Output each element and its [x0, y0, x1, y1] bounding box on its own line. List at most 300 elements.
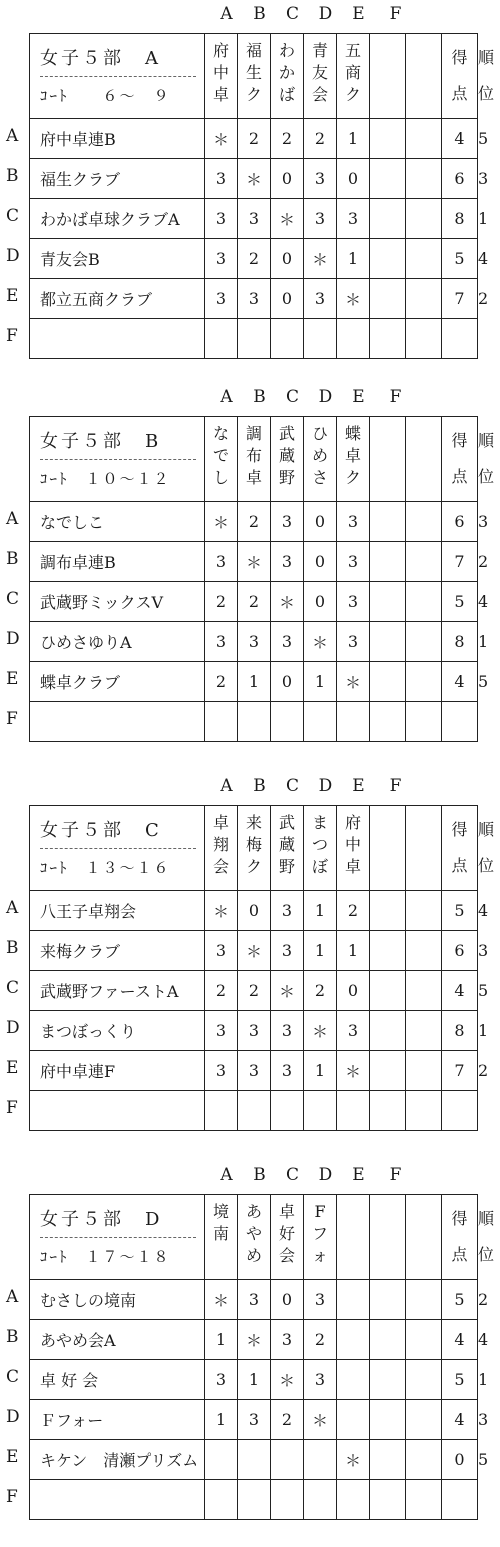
row-letter: F [6, 1487, 18, 1507]
match-result-cell: 1 [337, 239, 370, 279]
match-result-cell: 2 [238, 119, 271, 159]
opponent-column-header [370, 34, 406, 119]
opponent-column-header [238, 806, 271, 891]
column-letter: A [220, 4, 233, 24]
team-score: 0 [442, 1440, 478, 1480]
row-letter: D [6, 1407, 20, 1427]
match-result-cell [370, 199, 406, 239]
header-row: 女子５部 C ｺｰﾄ １３〜１６ 卓翔会 来梅ク 武蔵野 まつぼ 府中卓 得 点 順 位 [30, 806, 478, 891]
group-block [0, 383, 500, 763]
match-result-cell: 2 [205, 662, 238, 702]
spacer-cell [406, 1440, 442, 1480]
column-letter: D [318, 4, 333, 24]
opponent-column-header [304, 1195, 337, 1280]
match-result-cell: 2 [205, 582, 238, 622]
opponent-column-header [205, 806, 238, 891]
team-name: 青友会B [30, 239, 205, 279]
team-name: なでしこ [30, 502, 205, 542]
match-result-cell: 2 [238, 582, 271, 622]
team-score: 6 [442, 159, 478, 199]
match-result-cell [370, 971, 406, 1011]
spacer-cell [406, 662, 442, 702]
match-result-cell: 3 [271, 502, 304, 542]
header-row: 女子５部 B ｺｰﾄ １０〜１２ なでし 調布卓 武蔵野 ひめさ 蝶卓ク 得 点 順 位 [30, 417, 478, 502]
team-score: 5 [442, 1280, 478, 1320]
opponent-column-header [271, 806, 304, 891]
match-result-cell: 3 [238, 622, 271, 662]
group-title: 女子５部 D [40, 1205, 196, 1238]
team-name [30, 319, 205, 359]
team-row: わかば卓球クラブA 3 3 ＊ 3 3 8 1 [30, 199, 478, 239]
match-result-cell: ＊ [205, 119, 238, 159]
match-result-cell: 3 [271, 891, 304, 931]
standings-table [29, 805, 495, 1131]
spacer-cell [406, 582, 442, 622]
row-letter: F [6, 1098, 18, 1118]
opponent-column-header [370, 1195, 406, 1280]
match-result-cell: 3 [271, 1011, 304, 1051]
match-result-cell [205, 702, 238, 742]
match-result-cell: 2 [271, 119, 304, 159]
spacer-cell [406, 34, 442, 119]
row-letter: B [6, 1327, 19, 1347]
match-result-cell: 3 [337, 542, 370, 582]
column-letter: D [318, 1165, 333, 1185]
match-result-cell [370, 891, 406, 931]
match-result-cell: 3 [238, 1280, 271, 1320]
team-row: 来梅クラブ 3 ＊ 3 1 1 6 3 [30, 931, 478, 971]
team-row: まつぼっくり 3 3 3 ＊ 3 8 1 [30, 1011, 478, 1051]
team-row: ひめさゆりA 3 3 3 ＊ 3 8 1 [30, 622, 478, 662]
match-result-cell: 3 [337, 1011, 370, 1051]
team-name [30, 1480, 205, 1520]
header-row: 女子５部 D ｺｰﾄ １７〜１８ 境南 あやめ 卓好会 Fフォ 得 点 順 位 [30, 1195, 478, 1280]
match-result-cell [337, 1320, 370, 1360]
team-score [442, 319, 478, 359]
match-result-cell [370, 1051, 406, 1091]
match-result-cell [370, 1320, 406, 1360]
match-result-cell [370, 1091, 406, 1131]
team-name: 蝶卓クラブ [30, 662, 205, 702]
group-title: 女子５部 A [40, 44, 196, 77]
group-block [0, 1161, 500, 1541]
match-result-cell: 3 [271, 542, 304, 582]
team-row: 卓 好 会 3 1 ＊ 3 5 1 [30, 1360, 478, 1400]
column-letter: F [389, 776, 402, 796]
row-letter: E [6, 669, 19, 689]
match-result-cell [370, 1011, 406, 1051]
group-title-cell [30, 1195, 205, 1280]
column-letter: B [253, 387, 266, 407]
match-result-cell: 0 [238, 891, 271, 931]
team-row [30, 1091, 478, 1131]
team-score: 5 [442, 1360, 478, 1400]
match-result-cell: ＊ [337, 279, 370, 319]
row-letter: C [6, 978, 20, 998]
match-result-cell [370, 1400, 406, 1440]
team-name [30, 702, 205, 742]
match-result-cell: ＊ [304, 1400, 337, 1440]
match-result-cell: 3 [205, 239, 238, 279]
match-result-cell: 3 [304, 279, 337, 319]
match-result-cell: 1 [304, 891, 337, 931]
opponent-column-header [205, 417, 238, 502]
match-result-cell: 0 [271, 279, 304, 319]
team-row: あやめ会A 1 ＊ 3 2 4 4 [30, 1320, 478, 1360]
team-row: 府中卓連B ＊ 2 2 2 1 4 5 [30, 119, 478, 159]
header-row: 女子５部 A ｺｰﾄ ６〜 ９ 府中卓 福生ク わかば 青友会 五商ク 得 点 順 位 [30, 34, 478, 119]
spacer-cell [406, 1051, 442, 1091]
spacer-cell [406, 1400, 442, 1440]
match-result-cell: 3 [337, 502, 370, 542]
team-score: 4 [442, 662, 478, 702]
spacer-cell [406, 1360, 442, 1400]
column-letter: E [352, 387, 365, 407]
column-letter: F [389, 387, 402, 407]
team-name: ひめさゆりA [30, 622, 205, 662]
column-letter: D [318, 776, 333, 796]
match-result-cell [205, 1440, 238, 1480]
column-letter: F [389, 4, 402, 24]
team-name: 調布卓連B [30, 542, 205, 582]
score-header: 得 点 [442, 806, 478, 891]
match-result-cell [205, 319, 238, 359]
match-result-cell: 3 [271, 931, 304, 971]
spacer-cell [406, 891, 442, 931]
score-header: 得 点 [442, 1195, 478, 1280]
match-result-cell: 3 [205, 1011, 238, 1051]
team-score: 6 [442, 502, 478, 542]
team-score: 7 [442, 542, 478, 582]
team-name: 卓 好 会 [30, 1360, 205, 1400]
match-result-cell: 3 [271, 1051, 304, 1091]
match-result-cell: 3 [337, 582, 370, 622]
column-letter: B [253, 1165, 266, 1185]
match-result-cell [370, 1360, 406, 1400]
opponent-abbrev: 来梅ク [246, 813, 263, 876]
column-letters [0, 772, 500, 802]
match-result-cell: ＊ [271, 1360, 304, 1400]
spacer-cell [406, 1320, 442, 1360]
row-letter: A [6, 509, 19, 529]
match-result-cell: 0 [304, 502, 337, 542]
column-letters [0, 0, 500, 30]
match-result-cell [337, 1280, 370, 1320]
row-letter: C [6, 1367, 20, 1387]
opponent-abbrev: 府中卓 [345, 813, 362, 876]
match-result-cell: 1 [205, 1400, 238, 1440]
opponent-column-header [271, 1195, 304, 1280]
match-result-cell [238, 1440, 271, 1480]
column-letters [0, 1161, 500, 1191]
spacer-cell [406, 1280, 442, 1320]
match-result-cell: 1 [238, 662, 271, 702]
match-result-cell [370, 239, 406, 279]
opponent-abbrev: Fフォ [312, 1202, 329, 1265]
team-name: 来梅クラブ [30, 931, 205, 971]
group-title: 女子５部 C [40, 816, 196, 849]
opponent-column-header [238, 34, 271, 119]
group-title-cell [30, 34, 205, 119]
match-result-cell: 2 [304, 119, 337, 159]
match-result-cell: 3 [337, 622, 370, 662]
match-result-cell: 3 [205, 1051, 238, 1091]
match-result-cell [304, 1091, 337, 1131]
match-result-cell: 0 [271, 662, 304, 702]
match-result-cell [370, 542, 406, 582]
court-assignment: ｺｰﾄ ６〜 ９ [40, 87, 171, 105]
match-result-cell: 3 [238, 279, 271, 319]
team-row: 都立五商クラブ 3 3 0 3 ＊ 7 2 [30, 279, 478, 319]
column-letter: B [253, 776, 266, 796]
match-result-cell: 3 [238, 199, 271, 239]
opponent-abbrev: なでし [213, 424, 230, 487]
team-score: 7 [442, 1051, 478, 1091]
match-result-cell [370, 702, 406, 742]
match-result-cell [304, 1440, 337, 1480]
match-result-cell: ＊ [205, 891, 238, 931]
opponent-abbrev: まつぼ [312, 813, 329, 876]
spacer-cell [406, 702, 442, 742]
match-result-cell: ＊ [337, 1051, 370, 1091]
match-result-cell [337, 319, 370, 359]
team-score: 4 [442, 119, 478, 159]
match-result-cell: 3 [205, 279, 238, 319]
opponent-abbrev: 卓好会 [279, 1202, 296, 1265]
row-letter: B [6, 938, 19, 958]
match-result-cell [271, 1480, 304, 1520]
opponent-abbrev: 調布卓 [246, 424, 263, 487]
opponent-column-header [238, 417, 271, 502]
match-result-cell: 3 [205, 199, 238, 239]
team-score [442, 1480, 478, 1520]
match-result-cell [337, 702, 370, 742]
row-letter: C [6, 589, 20, 609]
match-result-cell [370, 1280, 406, 1320]
row-letter: B [6, 549, 19, 569]
opponent-abbrev: 青友会 [312, 41, 329, 104]
spacer-cell [406, 931, 442, 971]
team-name: あやめ会A [30, 1320, 205, 1360]
match-result-cell [238, 1091, 271, 1131]
match-result-cell: ＊ [238, 931, 271, 971]
team-score: 4 [442, 1320, 478, 1360]
standings-table [29, 33, 495, 359]
match-result-cell: 2 [337, 891, 370, 931]
match-result-cell [205, 1480, 238, 1520]
match-result-cell [238, 319, 271, 359]
match-result-cell: ＊ [304, 1011, 337, 1051]
opponent-abbrev: 蝶卓ク [345, 424, 362, 487]
match-result-cell: 2 [238, 971, 271, 1011]
team-name: 福生クラブ [30, 159, 205, 199]
match-result-cell [370, 119, 406, 159]
match-result-cell: 3 [205, 542, 238, 582]
column-letter: B [253, 4, 266, 24]
match-result-cell [337, 1480, 370, 1520]
row-letter: E [6, 1447, 19, 1467]
match-result-cell: ＊ [337, 1440, 370, 1480]
column-letter: A [220, 776, 233, 796]
spacer-cell [406, 417, 442, 502]
team-row: 蝶卓クラブ 2 1 0 1 ＊ 4 5 [30, 662, 478, 702]
team-score: 4 [442, 1400, 478, 1440]
match-result-cell: 2 [205, 971, 238, 1011]
opponent-abbrev: 境南 [213, 1202, 230, 1243]
team-score: 8 [442, 622, 478, 662]
match-result-cell [370, 582, 406, 622]
match-result-cell: 3 [304, 159, 337, 199]
match-result-cell [304, 319, 337, 359]
match-result-cell [337, 1360, 370, 1400]
match-result-cell: ＊ [271, 971, 304, 1011]
team-row: Ｆフォー 1 3 2 ＊ 4 3 [30, 1400, 478, 1440]
column-letter: E [352, 1165, 365, 1185]
match-result-cell [271, 1091, 304, 1131]
group-title-cell [30, 806, 205, 891]
team-name: キケン 清瀬プリズム [30, 1440, 205, 1480]
opponent-abbrev: 福生ク [246, 41, 263, 104]
match-result-cell [304, 702, 337, 742]
match-result-cell [370, 159, 406, 199]
column-letter: C [285, 776, 299, 796]
column-letter: F [389, 1165, 402, 1185]
match-result-cell: 2 [304, 971, 337, 1011]
opponent-column-header [205, 1195, 238, 1280]
team-score: 8 [442, 1011, 478, 1051]
match-result-cell: 2 [271, 1400, 304, 1440]
match-result-cell: ＊ [238, 542, 271, 582]
match-result-cell: 1 [304, 662, 337, 702]
opponent-column-header [370, 417, 406, 502]
opponent-column-header [304, 417, 337, 502]
match-result-cell [238, 1480, 271, 1520]
score-header: 得 点 [442, 34, 478, 119]
spacer-cell [406, 1011, 442, 1051]
court-assignment: ｺｰﾄ １３〜１６ [40, 859, 171, 877]
opponent-column-header [205, 34, 238, 119]
opponent-column-header [238, 1195, 271, 1280]
team-row [30, 1480, 478, 1520]
team-row: 福生クラブ 3 ＊ 0 3 0 6 3 [30, 159, 478, 199]
team-name: 府中卓連B [30, 119, 205, 159]
match-result-cell: 3 [238, 1051, 271, 1091]
match-result-cell [271, 702, 304, 742]
spacer-cell [406, 239, 442, 279]
row-letter: F [6, 326, 18, 346]
match-result-cell [370, 622, 406, 662]
match-result-cell: 0 [337, 159, 370, 199]
spacer-cell [406, 502, 442, 542]
match-result-cell: 3 [238, 1400, 271, 1440]
match-result-cell: ＊ [238, 159, 271, 199]
match-result-cell: ＊ [304, 239, 337, 279]
match-result-cell [370, 319, 406, 359]
team-row [30, 702, 478, 742]
match-result-cell: 3 [304, 1280, 337, 1320]
match-result-cell: 2 [238, 239, 271, 279]
opponent-column-header [304, 806, 337, 891]
team-row: 調布卓連B 3 ＊ 3 0 3 7 2 [30, 542, 478, 582]
row-letter: A [6, 126, 19, 146]
row-letter: A [6, 1287, 19, 1307]
match-result-cell [370, 1440, 406, 1480]
match-result-cell: 2 [304, 1320, 337, 1360]
spacer-cell [406, 199, 442, 239]
match-result-cell: 3 [205, 1360, 238, 1400]
team-score: 7 [442, 279, 478, 319]
team-name [30, 1091, 205, 1131]
column-letter: C [285, 4, 299, 24]
match-result-cell: ＊ [238, 1320, 271, 1360]
match-result-cell: 1 [304, 1051, 337, 1091]
match-result-cell: ＊ [205, 502, 238, 542]
match-result-cell [370, 662, 406, 702]
opponent-abbrev: 五商ク [345, 41, 362, 104]
match-result-cell: 1 [304, 931, 337, 971]
team-name: むさしの境南 [30, 1280, 205, 1320]
column-letter: A [220, 1165, 233, 1185]
match-result-cell: 0 [271, 239, 304, 279]
match-result-cell: 0 [304, 542, 337, 582]
team-name: 都立五商クラブ [30, 279, 205, 319]
column-letter: A [220, 387, 233, 407]
row-letter: E [6, 286, 19, 306]
team-row: 府中卓連F 3 3 3 1 ＊ 7 2 [30, 1051, 478, 1091]
column-letter: E [352, 776, 365, 796]
team-row: 武蔵野ミックスV 2 2 ＊ 0 3 5 4 [30, 582, 478, 622]
match-result-cell [304, 1480, 337, 1520]
team-row: 八王子卓翔会 ＊ 0 3 1 2 5 4 [30, 891, 478, 931]
spacer-cell [406, 319, 442, 359]
row-letter: E [6, 1058, 19, 1078]
row-letter: D [6, 629, 20, 649]
match-result-cell: 3 [205, 931, 238, 971]
match-result-cell: ＊ [205, 1280, 238, 1320]
team-row: なでしこ ＊ 2 3 0 3 6 3 [30, 502, 478, 542]
team-row: 青友会B 3 2 0 ＊ 1 5 4 [30, 239, 478, 279]
match-result-cell: ＊ [304, 622, 337, 662]
spacer-cell [406, 806, 442, 891]
row-letter: F [6, 709, 18, 729]
column-letter: E [352, 4, 365, 24]
match-result-cell [370, 502, 406, 542]
match-result-cell: 0 [271, 159, 304, 199]
opponent-column-header [370, 806, 406, 891]
score-header: 得 点 [442, 417, 478, 502]
team-name: 武蔵野ファーストA [30, 971, 205, 1011]
team-score [442, 1091, 478, 1131]
column-letter: D [318, 387, 333, 407]
column-letter: C [285, 387, 299, 407]
match-result-cell [337, 1091, 370, 1131]
match-result-cell [370, 279, 406, 319]
match-result-cell [370, 1480, 406, 1520]
team-row: キケン 清瀬プリズム ＊ 0 5 [30, 1440, 478, 1480]
match-result-cell [238, 702, 271, 742]
team-name: 府中卓連F [30, 1051, 205, 1091]
team-score: 5 [442, 239, 478, 279]
match-result-cell: ＊ [271, 199, 304, 239]
match-result-cell: 1 [337, 931, 370, 971]
row-letter: D [6, 1018, 20, 1038]
team-score: 8 [442, 199, 478, 239]
spacer-cell [406, 1195, 442, 1280]
court-assignment: ｺｰﾄ １７〜１８ [40, 1248, 171, 1266]
row-letter: A [6, 898, 19, 918]
opponent-abbrev: 卓翔会 [213, 813, 230, 876]
team-name: わかば卓球クラブA [30, 199, 205, 239]
